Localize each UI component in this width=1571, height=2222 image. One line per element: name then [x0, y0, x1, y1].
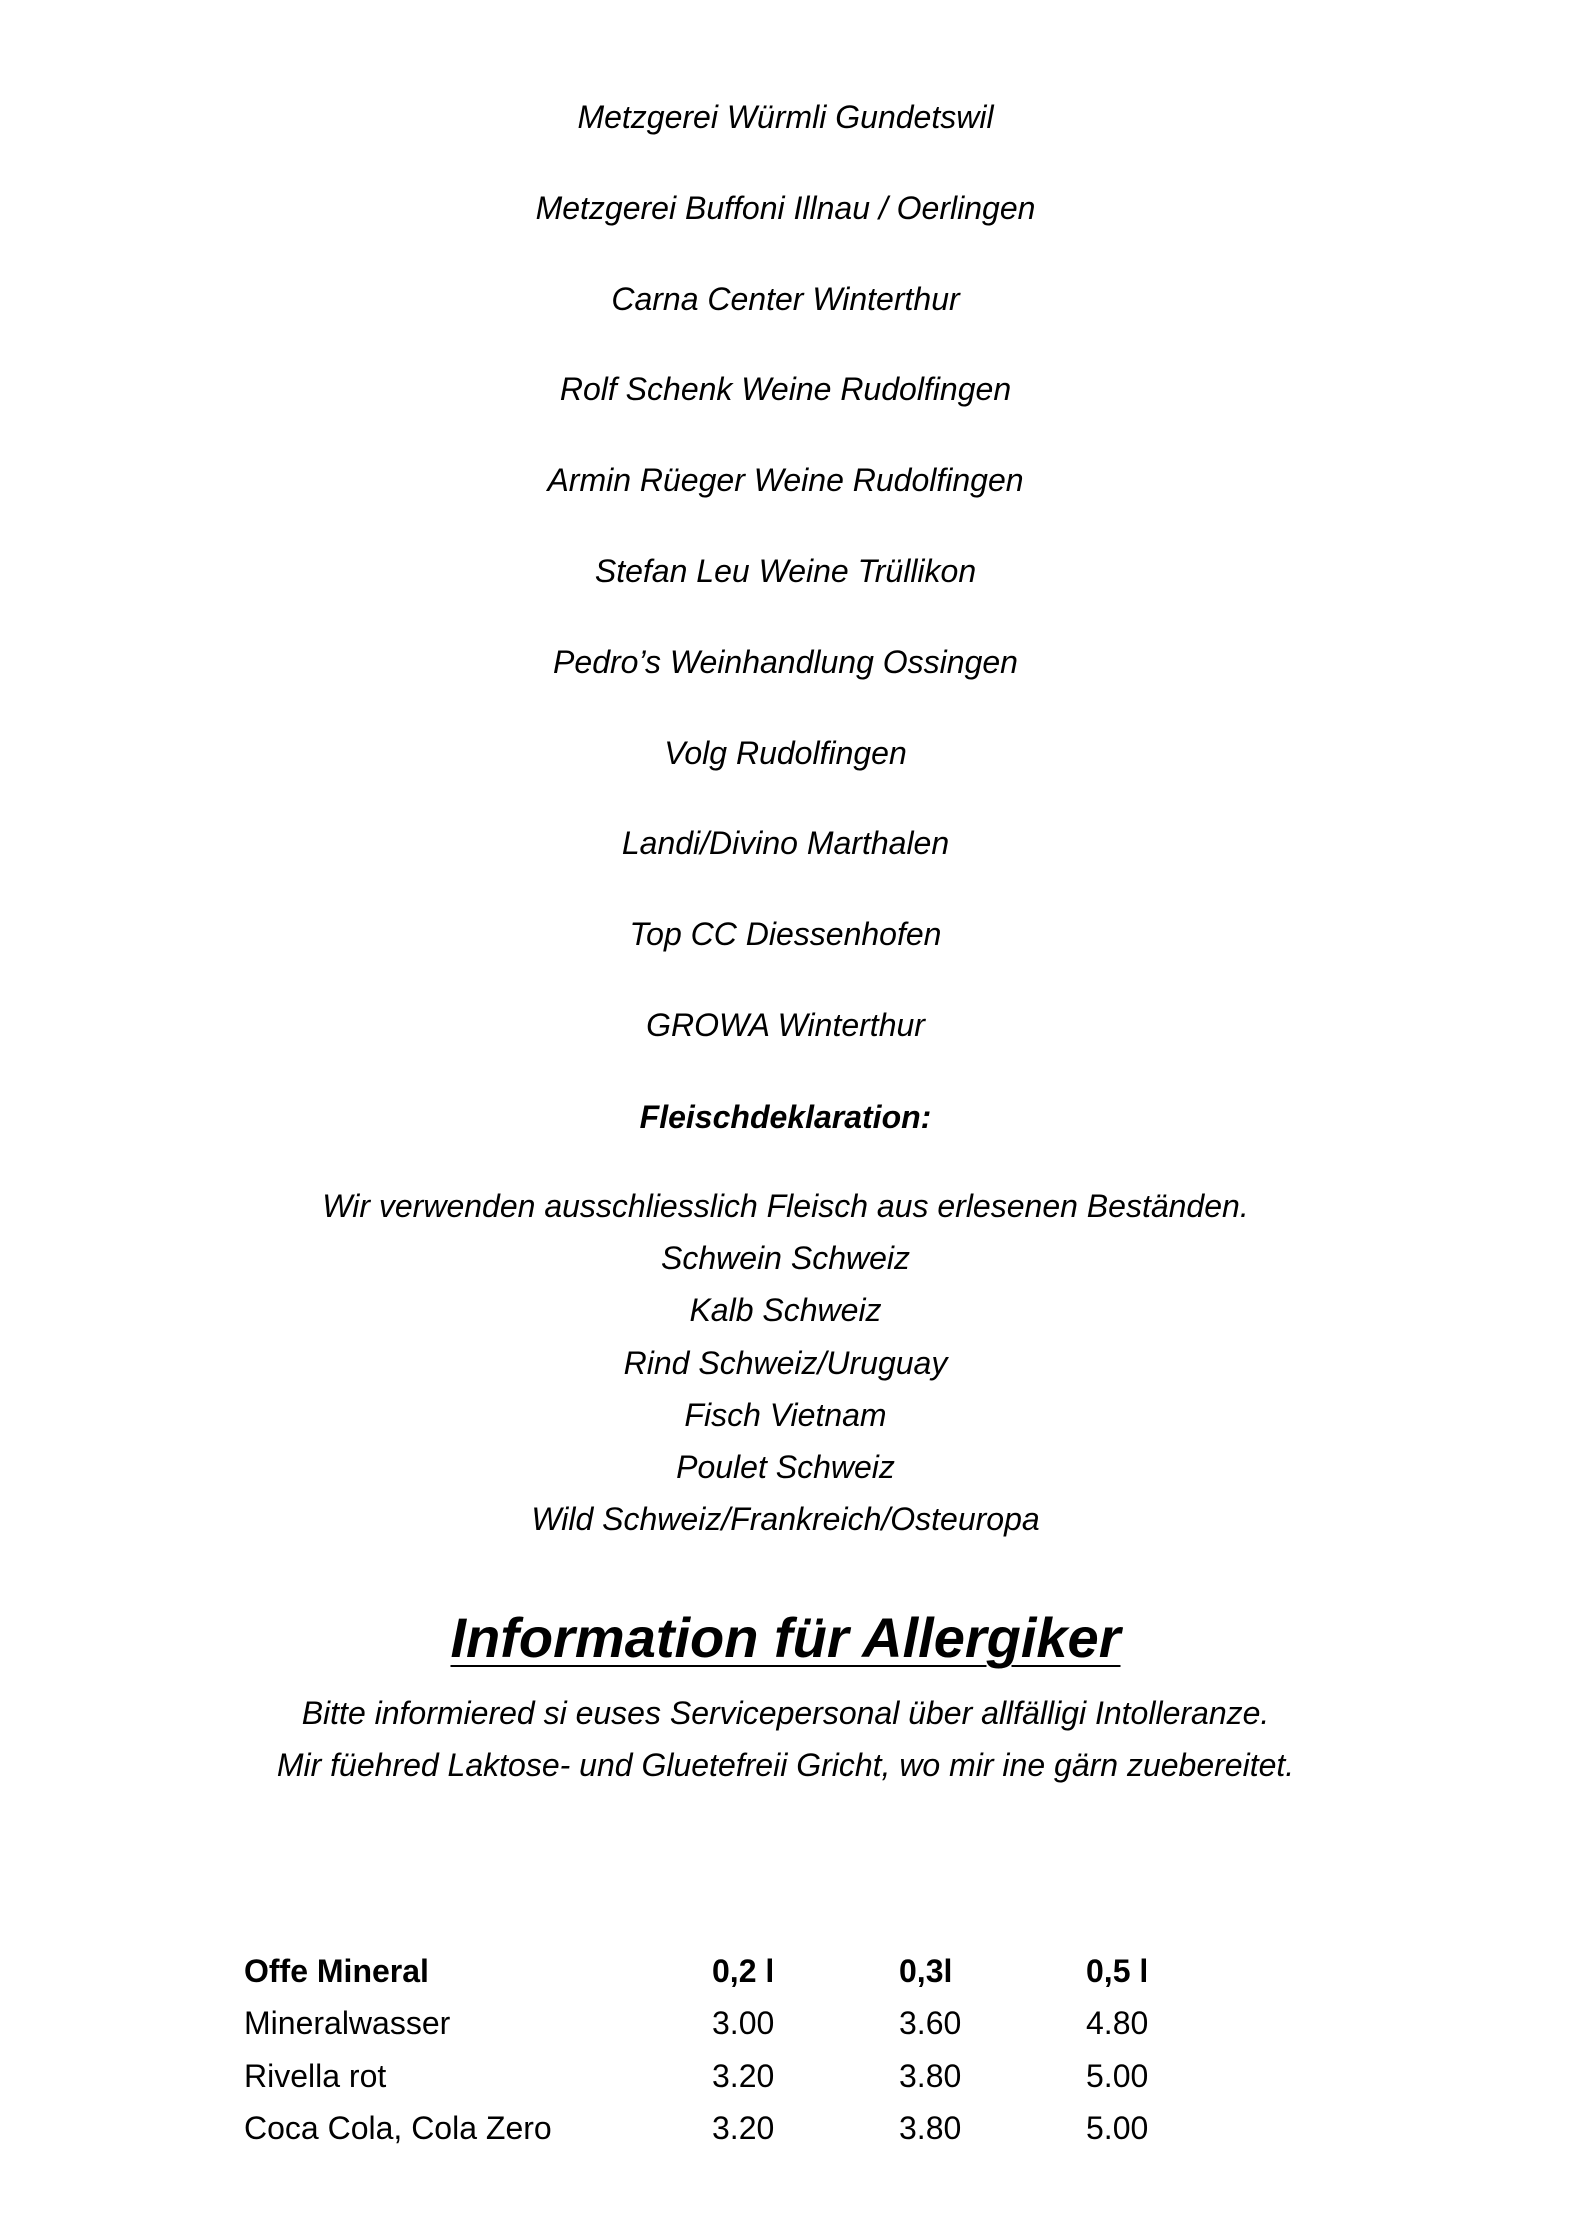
allergy-notice	[0, 1687, 1571, 1791]
drink-price: 3.80	[899, 2110, 962, 2147]
drink-price: 5.00	[1086, 2110, 1149, 2147]
meat-declaration-line: Wild Schweiz/Frankreich/Osteuropa	[531, 1501, 1040, 1538]
table-row	[244, 1997, 1206, 2049]
drink-price: 4.80	[1086, 2005, 1149, 2042]
supplier-list	[0, 92, 1571, 1091]
supplier-item: Metzgerei Würmli Gundetswil	[577, 99, 994, 135]
drink-name: Rivella rot	[244, 2057, 387, 2094]
allergy-title: Information für Allergiker	[450, 1606, 1121, 1669]
size-header: 0,2 l	[712, 1953, 775, 1990]
supplier-item: Metzgerei Buffoni Illnau / Oerlingen	[535, 189, 1036, 226]
supplier-item: Top CC Diessenhofen	[629, 916, 942, 953]
drink-price: 3.00	[712, 2005, 775, 2042]
drink-price: 3.20	[712, 2110, 775, 2147]
meat-declaration-list	[0, 1180, 1571, 1545]
supplier-item: Pedro’s Weinhandlung Ossingen	[553, 643, 1018, 680]
drink-name: Coca Cola, Cola Zero	[244, 2110, 552, 2147]
meat-declaration-heading: Fleischdeklaration:	[639, 1099, 932, 1135]
drinks-category-header: Offe Mineral	[244, 1953, 429, 1990]
size-header: 0,3l	[899, 1953, 953, 1990]
meat-declaration-line: Schwein Schweiz	[661, 1240, 910, 1277]
size-header: 0,5 l	[1086, 1953, 1149, 1990]
meat-declaration-line: Rind Schweiz/Uruguay	[623, 1344, 948, 1381]
supplier-item: Carna Center Winterthur	[611, 280, 960, 317]
supplier-item: Stefan Leu Weine Trüllikon	[594, 552, 977, 589]
drink-price: 3.80	[899, 2057, 962, 2094]
drink-price: 3.60	[899, 2005, 962, 2042]
meat-declaration-line: Poulet Schweiz	[676, 1448, 895, 1485]
supplier-item: Volg Rudolfingen	[664, 734, 907, 771]
supplier-item: GROWA Winterthur	[646, 1006, 925, 1043]
meat-declaration-line: Fisch Vietnam	[684, 1396, 887, 1433]
supplier-item: Landi/Divino Marthalen	[621, 825, 950, 862]
table-row	[244, 2050, 1206, 2102]
supplier-item: Armin Rüeger Weine Rudolfingen	[547, 462, 1024, 499]
drink-price: 5.00	[1086, 2057, 1149, 2094]
drink-name: Mineralwasser	[244, 2005, 451, 2042]
drink-price: 3.20	[712, 2057, 775, 2094]
drinks-price-table	[244, 1945, 1206, 2154]
meat-declaration-line: Kalb Schweiz	[689, 1292, 882, 1329]
meat-declaration-line: Wir verwenden ausschliesslich Fleisch aus erlesenen Beständen.	[322, 1188, 1249, 1224]
allergy-line: Mir füehred Laktose- und Gluetefreii Gricht, wo mir ine gärn zuebereitet.	[276, 1747, 1295, 1783]
supplier-item: Rolf Schenk Weine Rudolfingen	[559, 371, 1012, 408]
table-row	[244, 2102, 1206, 2154]
allergy-line: Bitte informiered si euses Servicepersonal über allfälligi Intolleranze.	[301, 1695, 1270, 1731]
drinks-header-row	[244, 1945, 1206, 1997]
